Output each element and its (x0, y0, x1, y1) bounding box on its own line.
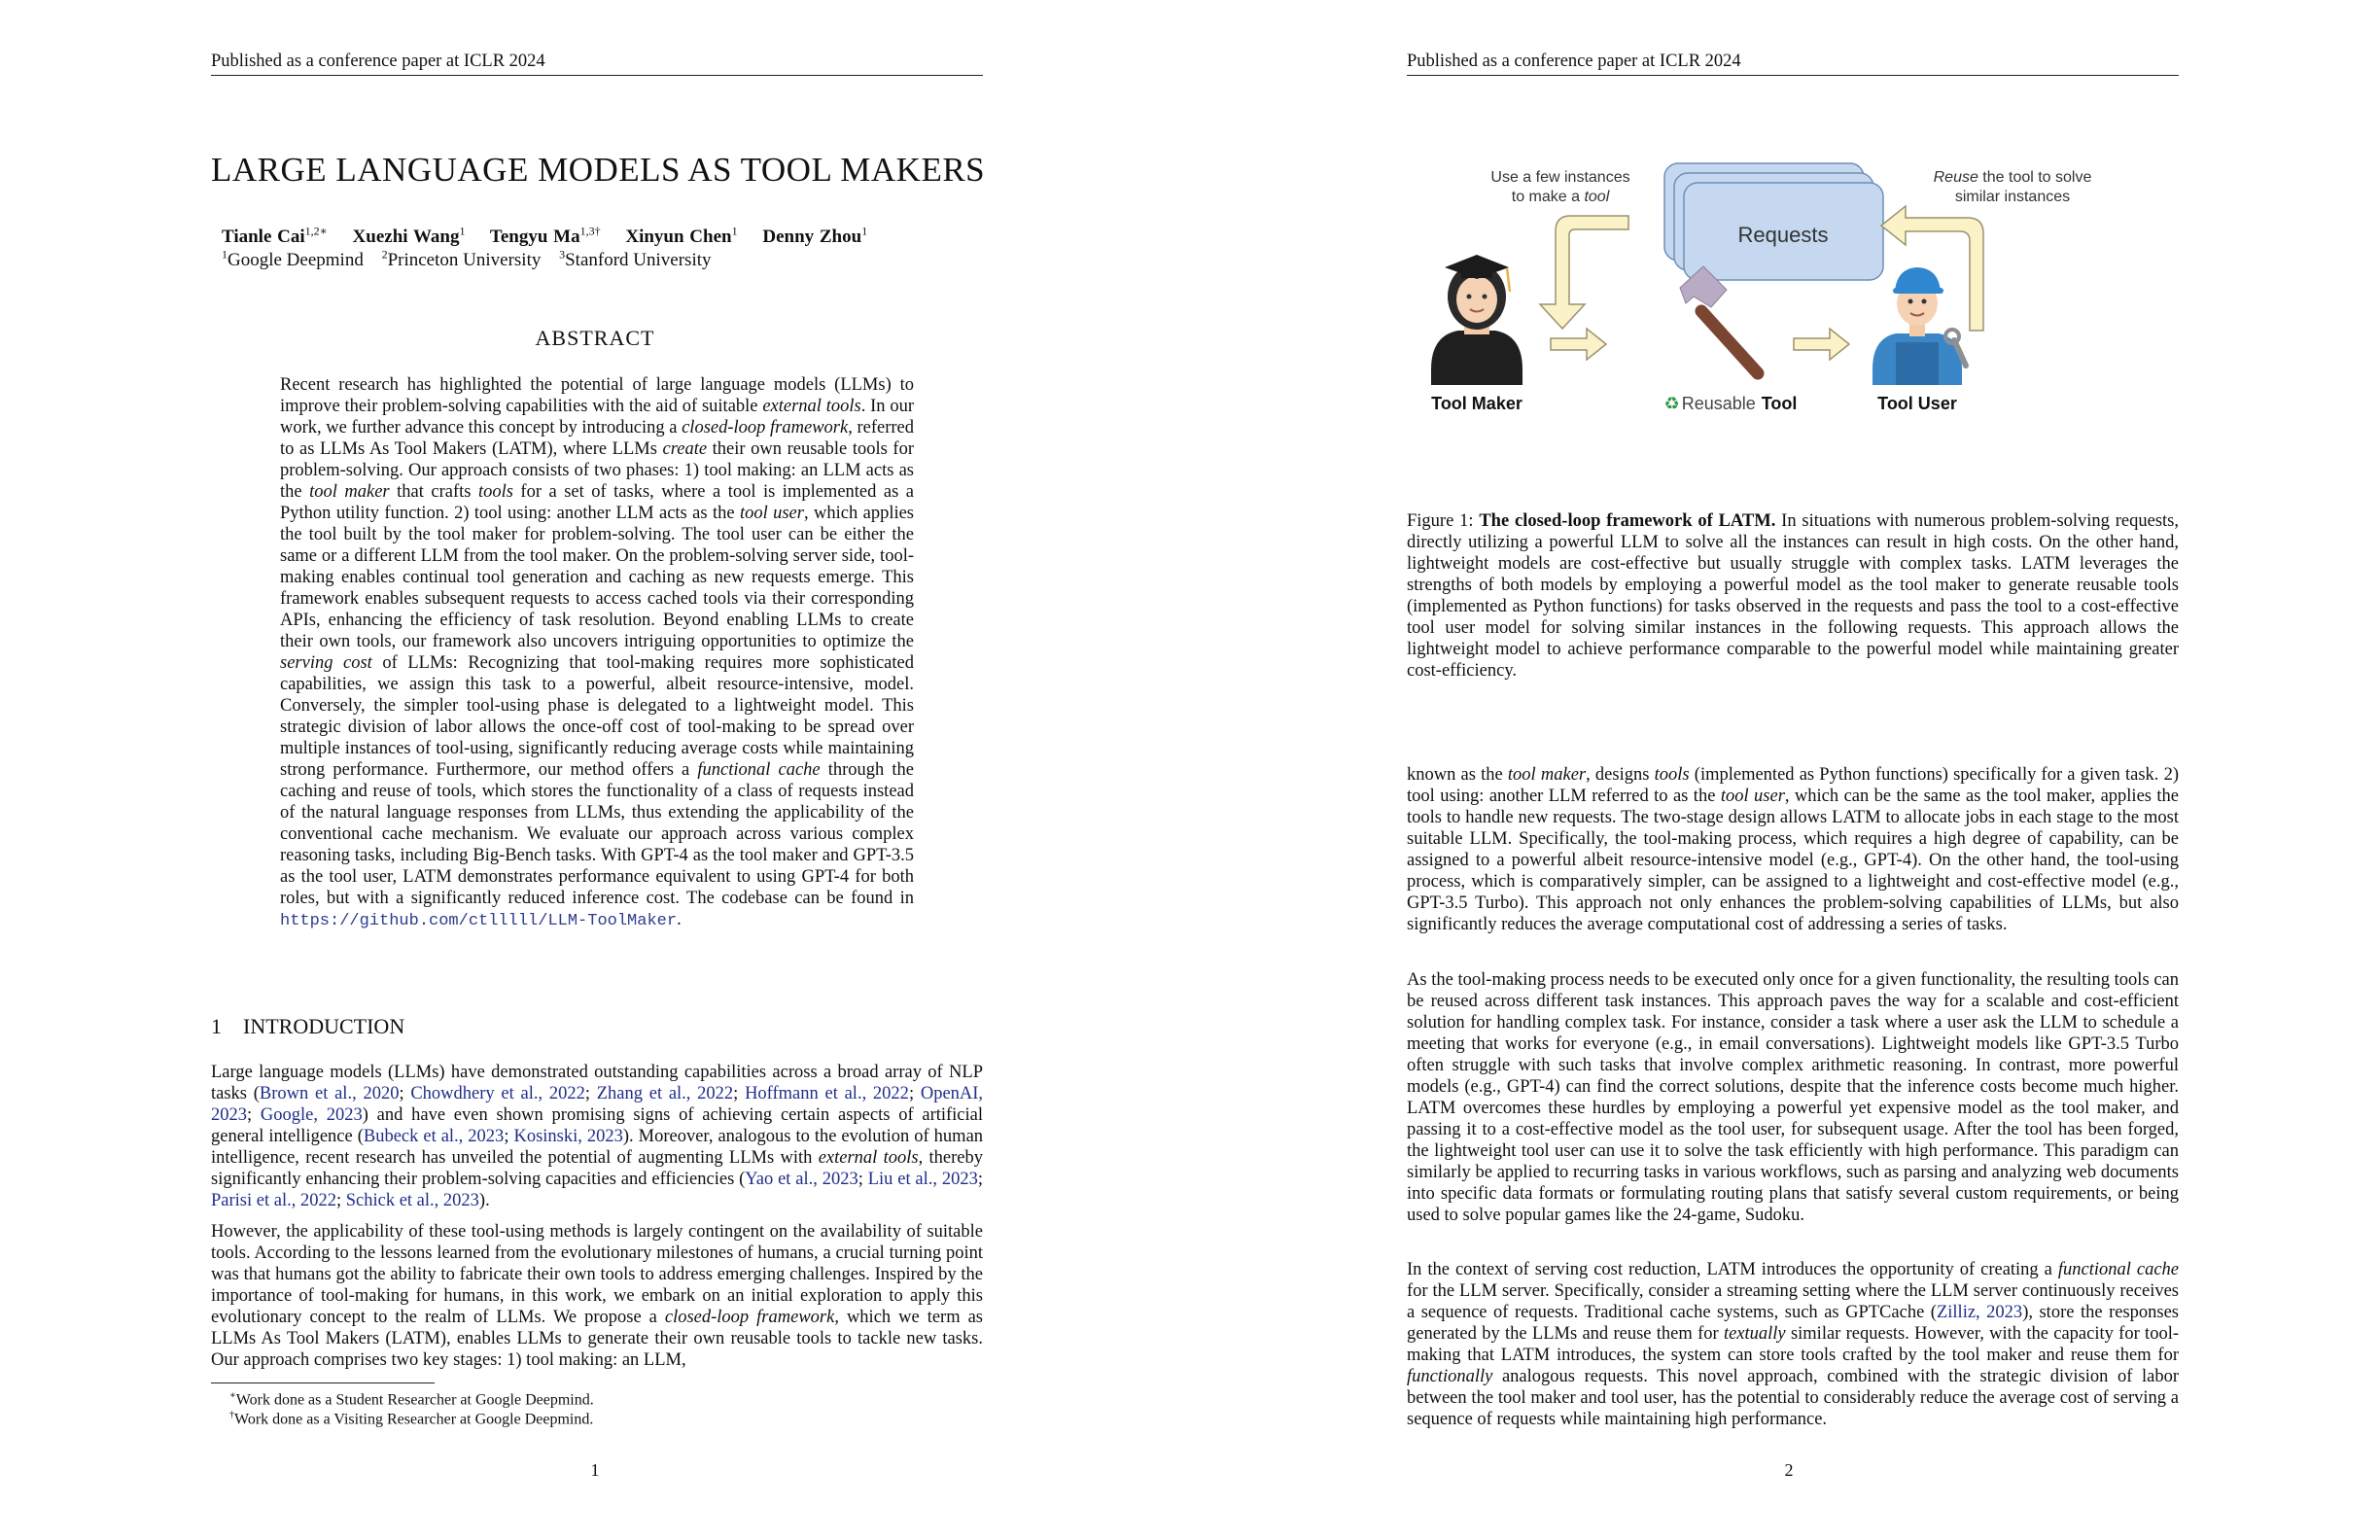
arrow-right-2 (1794, 329, 1849, 360)
tool-maker-graduate-icon (1431, 255, 1522, 385)
paragraph: As the tool-making process needs to be executed only once for a given functionality, the resulting tools can be reused across different task instances. This approach paves the way for a scalable and cost-efficient solution for handling complex task. For instance, consider a task where a user ask the LLM to schedule a meeting that works for everyone (e.g., in email conversations). Lightweight models like GPT-3.5 Turbo often struggle with such tasks that involve complex arithmetic reasoning. In contrast, more powerful models (e.g., GPT-4) can find the correct solutions, despite that the inference costs become much higher. LATM overcomes these hurdles by employing a powerful yet expensive model as the tool maker, and passing it to a cost-effective model as the tool user, for subsequent usage. After the tool has been forged, the lightweight tool user can use it to solve the task efficiently with high performance. This paradigm can similarly be applied to recurring tasks in various workflows, such as parsing and analyzing web documents into specific data formats or formulating routing plans that satisfy several custom requirements, or being used to solve popular games like the 24-game, Sudoku. (1407, 970, 2179, 1225)
recycle-icon: ♻ (1663, 394, 1680, 413)
arrow-right-1 (1551, 329, 1606, 360)
intro-paragraph-1: Large language models (LLMs) have demonstrated outstanding capabilities across a broad array of NLP tasks (Brown et al., 2020; Chowdhery et al., 2022; Zhang et al., 2022; Hoffmann et al., 2022; OpenAI, 2023; Google, 2023) and have even shown promising signs of achieving certain aspects of artificial general intelligence (Bubeck et al., 2023; Kosinski, 2023). Moreover, analogous to the evolution of human intelligence, recent research has unveiled the potential of augmenting LLMs with external tools, thereby significantly enhancing their problem-solving capacities and efficiencies (Yao et al., 2023; Liu et al., 2023; Parisi et al., 2022; Schick et al., 2023). (211, 1063, 984, 1210)
latm-framework-figure (1186, 136, 2182, 506)
paragraph: known as the tool maker, designs tools (implemented as Python functions) specifically for a given task. 2) tool using: another LLM referred to as the tool user, which can be the same as the tool maker, applies the tools to handle new requests. The two-stage design allows LATM to allocate jobs in each stage to the most suitable LLM. Specifically, the tool-making process, which requires a high degree of capability, can be assigned to a powerful albeit resource-intensive model (e.g., GPT-4). On the other hand, the tool-using process, which is comparatively simpler, can be assigned to a lightweight and cost-effective model (e.g., GPT-3.5 Turbo). This approach not only enhances the problem-solving capabilities of LLMs, but also significantly reduces the average computational cost of addressing a series of tasks. (1407, 765, 2180, 934)
curved-arrow-left (1540, 216, 1628, 329)
affiliation: $^2$Princeton University (381, 248, 542, 271)
footnote: ∗Work done as a Student Researcher at Google Deepmind. (229, 1390, 594, 1409)
author: Tianle Cai$^{1,2∗}$ (222, 225, 328, 248)
footnote-rule (211, 1382, 435, 1383)
page-number: 1 (590, 1460, 600, 1480)
citation-link[interactable]: Liu et al., 2023 (867, 1170, 978, 1189)
citation-link[interactable]: Brown et al., 2020 (259, 1084, 400, 1103)
affiliation: $^3$Stanford University (559, 248, 712, 271)
page-number: 2 (1784, 1460, 1794, 1480)
author: Tengyu $Ma^{1,3\dagger}$ (489, 225, 601, 248)
paragraph: In the context of serving cost reduction, LATM introduces the opportunity of creating a functional cache for the LLM server. Specifically, consider a streaming setting where the LLM server continuously receives a sequence of requests. Traditional cache systems, such as GPTCache (Zilliz, 2023), store the responses generated by the LLMs and reuse them for textually similar requests. However, with the capacity for tool-making that LATM introduces, the system can store tools crafted by the tool maker and reuse them for functionally analogous requests. This novel approach, combined with the strategic division of labor between the tool maker and tool user, has the potential to considerably reduce the average cost of serving a sequence of requests while maintaining high performance. (1407, 1260, 2180, 1429)
citation-link[interactable]: Chowdhery et al., 2022 (410, 1084, 585, 1103)
citation-link[interactable]: OpenAI, 2023 (211, 1084, 984, 1125)
tool-user-label: Tool User (1877, 394, 1957, 413)
codebase-link[interactable]: https://github.com/ctlllll/LLM-ToolMaker (280, 912, 678, 930)
author: Denny Zhou$^1$ (762, 225, 868, 248)
citation-link[interactable]: Bubeck et al., 2023 (363, 1127, 505, 1146)
paper-title: LARGE LANGUAGE MODELS AS TOOL MAKERS (211, 151, 986, 189)
affiliations (222, 248, 725, 271)
author: Xuezhi Wang$^1$ (352, 225, 466, 248)
citation-link[interactable]: Parisi et al., 2022 (211, 1191, 336, 1210)
figure-caption: Figure 1: The closed-loop framework of LATM. In situations with numerous problem-solving requests, directly utilizing a powerful LLM to solve all the instances can result in high costs. On the other hand, lightweight models are cost-effective but usually struggle with complex tasks. LATM leverages the strengths of both models by employing a powerful model as the tool maker to generate reusable tools (implemented as Python functions) for tasks observed in the requests and pass the tool to a cost-effective tool user model for solving similar instances in the following requests. This approach allows the lightweight model to achieve performance comparable to the powerful model while maintaining greater cost-efficiency. (1407, 511, 2179, 681)
left-note-line2: to make a tool (1511, 189, 1610, 205)
running-header: Published as a conference paper at ICLR 2024 (211, 51, 983, 76)
right-note-line2: similar instances (1954, 189, 2071, 205)
citation-link[interactable]: Yao et al., 2023 (745, 1170, 858, 1189)
tool-maker-label: Tool Maker (1431, 394, 1522, 413)
affiliation: $^1$Google Deepmind (222, 248, 364, 271)
abstract-heading: ABSTRACT (535, 326, 655, 350)
citation-link[interactable]: Kosinski, 2023 (513, 1127, 623, 1146)
citation-link[interactable]: Google, 2023 (260, 1105, 363, 1125)
citation-link[interactable]: Zhang et al., 2022 (596, 1084, 734, 1103)
author: Xinyun Chen$^1$ (625, 225, 738, 248)
requests-stack (1664, 163, 1883, 280)
abstract-text: Recent research has highlighted the potential of large language models (LLMs) to improve their problem-solving capabilities with the aid of suitable external tools. In our work, we further advance this concept by introducing a closed-loop framework, referred to as LLMs As Tool Makers (LATM), where LLMs create their own reusable tools for problem-solving. Our approach consists of two phases: 1) tool making: an LLM acts as the tool maker that crafts tools for a set of tasks, where a tool is implemented as a Python utility function. 2) tool using: another LLM acts as the tool user, which applies the tool built by the tool maker for problem-solving. The tool user can be either the same or a different LLM from the tool maker. On the problem-solving server side, tool-making enables continual tool generation and caching as new requests emerge. This framework enables subsequent requests to access cached tools via their corresponding APIs, enhancing the efficiency of task resolution. Beyond enabling LLMs to create their own tools, our framework also uncovers intriguing opportunities to optimize the serving cost of LLMs: Recognizing that tool-making requires more sophisticated capabilities, we assign this task to a powerful, albeit resource-intensive, model. Conversely, the simpler tool-using phase is delegated to a lightweight model. This strategic division of labor allows the once-off cost of tool-making to be spread over multiple instances of tool-using, significantly reducing average costs while maintaining strong performance. Furthermore, our method offers a functional cache through the caching and reuse of tools, which stores the functionality of a class of requests instead of the natural language responses from LLMs, thus extending the applicability of the conventional cache mechanism. We evaluate our approach across various complex reasoning tasks, including Big-Bench tasks. With GPT-4 as the tool maker and GPT-3.5 as the tool user, LATM demonstrates performance equivalent to using GPT-4 for both roles, but with a significantly reduced inference cost. The codebase can be found in https://github.com/ctlllll/LLM-ToolMaker. (280, 375, 915, 930)
citation-link[interactable]: Schick et al., 2023 (345, 1191, 479, 1210)
running-header: Published as a conference paper at ICLR 2024 (1407, 51, 2179, 76)
intro-paragraph-2: However, the applicability of these tool-using methods is largely contingent on the availability of suitable tools. According to the lessons learned from the evolutionary milestones of humans, a crucial turning point was that humans got the ability to fabricate their own tools to address emerging challenges. Inspired by the importance of tool-making for humans, in this work, we embark on an initial exploration to apply this evolutionary concept to the realm of LLMs. We propose a closed-loop framework, which we term as LLMs As Tool Makers (LATM), enables LLMs to generate their own reusable tools to tackle new tasks. Our approach comprises two key stages: 1) tool making: an LLM, (211, 1222, 983, 1370)
author-list (222, 225, 887, 248)
footnote: †Work done as a Visiting Researcher at Google Deepmind. (229, 1410, 594, 1428)
section-heading: 1 INTRODUCTION (211, 1014, 405, 1038)
citation-link[interactable]: Hoffmann et al., 2022 (745, 1084, 909, 1103)
left-note-line1: Use a few instances (1490, 169, 1630, 186)
tool-user-mechanic-icon (1872, 267, 1966, 385)
reusable-tool-label: ♻ Reusable Tool (1663, 394, 1798, 413)
citation-link[interactable]: Zilliz, 2023 (1936, 1303, 2023, 1322)
hammer-icon (1680, 266, 1758, 373)
requests-label: Requests (1737, 223, 1829, 247)
right-note-line1: Reuse the tool to solve (1933, 169, 2092, 186)
